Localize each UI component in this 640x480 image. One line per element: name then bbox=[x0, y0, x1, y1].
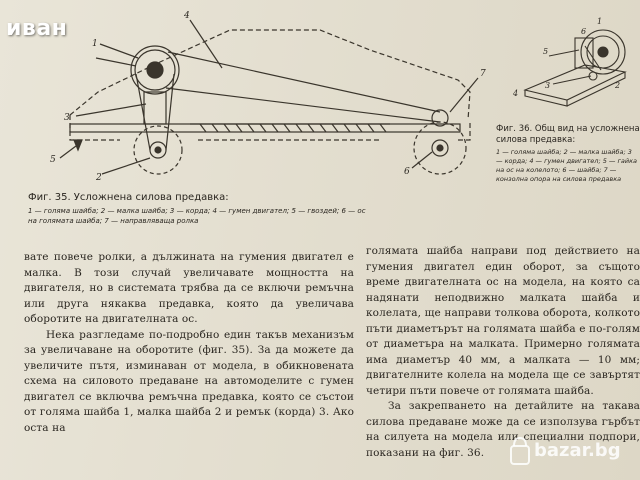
fig35-label-4: 4 bbox=[184, 11, 190, 21]
fig36-label-2: 2 bbox=[615, 81, 621, 90]
fig36-label-3: 3 bbox=[545, 81, 551, 90]
figure-35-caption bbox=[28, 192, 368, 226]
fig35-label-3: 3 bbox=[64, 113, 70, 123]
seller-tag: иван bbox=[6, 16, 68, 41]
figure-36-title: Фиг. 36. Общ вид на усложнена силова предавка: bbox=[496, 124, 640, 145]
right-paragraph-1: голямата шайба направи под действието на гумения двигател един оборот, за същото време двигателната ос на модела, на която са надянати неподвижно малката шайба и колелата, ще направи толкова оборота, колкото пъти диаметърът на голямата шайба е по-голям от диаметъра на малката. Примерно голямата има диаметър 40 мм, а малката — 10 мм; двигателните колела на модела ще се завъртят четири пъти повече от голямата шайба. bbox=[366, 245, 640, 397]
fig35-label-2: 2 bbox=[96, 173, 102, 183]
figure-36-caption bbox=[496, 124, 640, 184]
fig35-label-7: 7 bbox=[480, 69, 486, 79]
fig36-label-5: 5 bbox=[543, 47, 549, 56]
watermark-text: bazar.bg bbox=[534, 440, 621, 461]
watermark-logo-icon bbox=[508, 436, 532, 466]
fig35-label-6: 6 bbox=[404, 167, 410, 177]
fig36-label-6: 6 bbox=[581, 27, 587, 36]
text-column-left bbox=[24, 250, 354, 436]
right-paragraph-2: За закрепването на детайлите на такава силова предаване може да се използува гърбът на силуета на модела или специални подпори, показани на фиг. 36. bbox=[366, 400, 640, 459]
fig35-label-5: 5 bbox=[50, 155, 56, 165]
figure-36-legend: 1 — голяма шайба; 2 — малка шайба; 3 — корда; 4 — гумен двигател; 5 — гайка на ос на колелото; 6 — шайба; 7 — конзолна опора на силова предавка bbox=[496, 148, 638, 183]
figure-35-title: Фиг. 35. Усложнена силова предавка: bbox=[28, 192, 229, 203]
left-paragraph-2: Нека разгледаме по-подробно един такъв механизъм за увеличаване на оборотите (фиг. 35). За да можете да увеличите пътя, изминаван от модела, в обикновената схема на силовото предаване на автомоделите с гумен двигател се включва ремъчна предавка, която се състои от голяма шайба 1, малка шайба 2 и ремък (корда) 3. Ако оста на bbox=[24, 328, 354, 434]
fig35-label-1: 1 bbox=[92, 39, 98, 49]
fig36-label-4: 4 bbox=[513, 89, 519, 98]
figure-35-legend: 1 — голяма шайба; 2 — малка шайба; 3 — корда; 4 — гумен двигател; 5 — гвоздей; 6 — ос на голямата шайба; 7 — направляваща ролка bbox=[28, 207, 366, 225]
fig36-label-1: 1 bbox=[597, 17, 603, 26]
figure-35-drawing bbox=[40, 0, 500, 192]
left-paragraph-1: вате повече ролки, а дължината на гумения двигател е малка. В този случай увеличавате мощността на двигателя, но в системата трябва да се включи ремъчна или друга някаква предавка, която да увеличава оборотите на двигателната ос. bbox=[24, 251, 354, 325]
text-column-right bbox=[366, 244, 640, 461]
figure-36-drawing bbox=[505, 10, 640, 120]
